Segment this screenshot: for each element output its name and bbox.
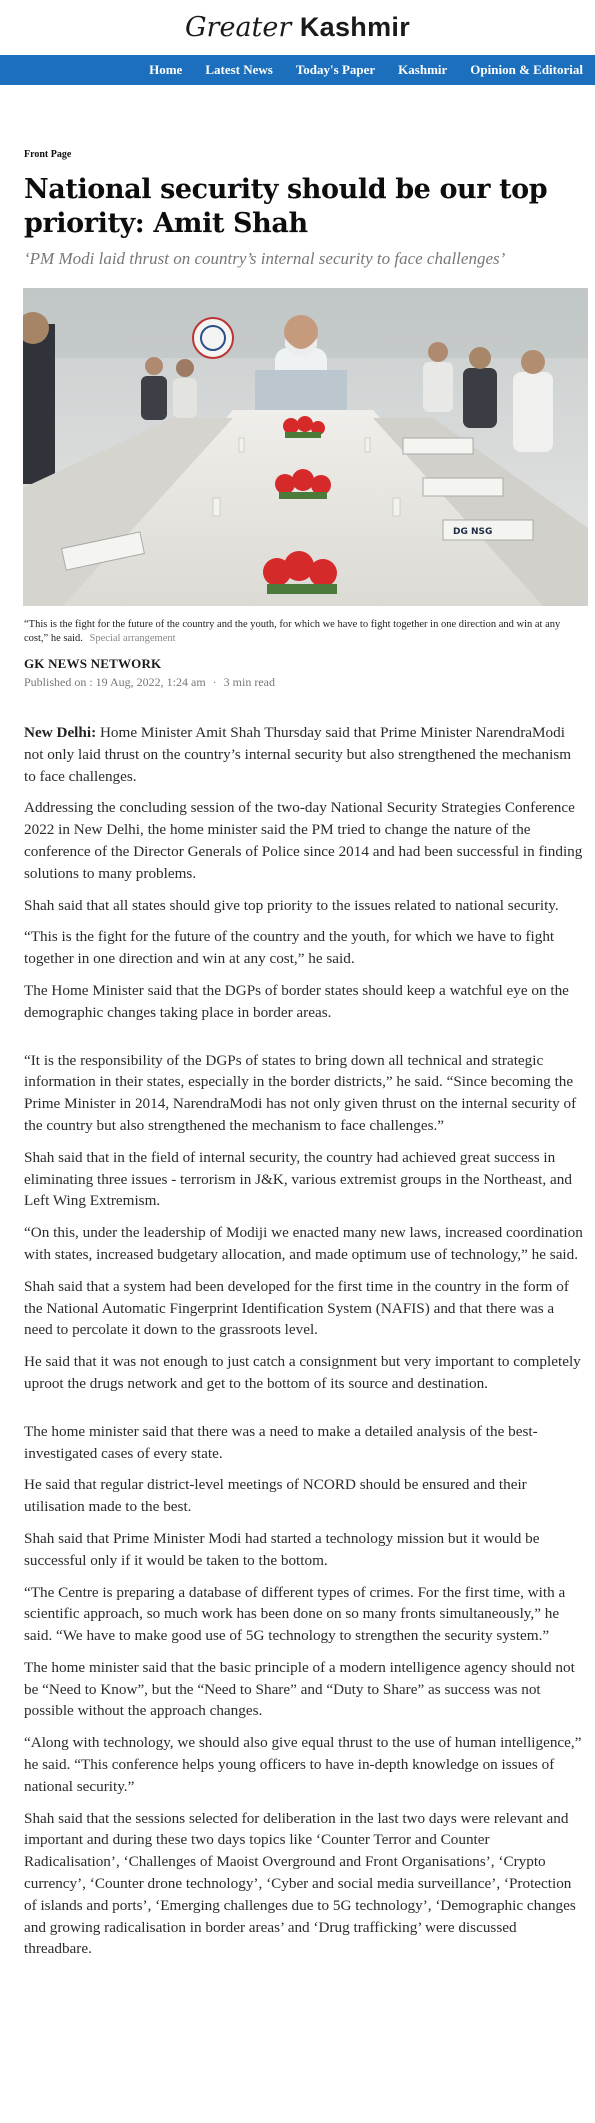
paragraph: The home minister said that there was a need to make a detailed analysis of the best-investigated cases of every state.: [24, 1422, 538, 1462]
logo-text-kashmir: Kashmir: [299, 12, 410, 42]
paragraph: Shah said that a system had been developed for the first time in the country in the form of the National Automatic Fingerprint Identification System (NAFIS) and that there was a need to percolate it down to the grassroots level.: [24, 1277, 569, 1339]
paragraph: The Home Minister said that the DGPs of border states should keep a watchful eye on the demographic changes taking place in border areas.: [24, 981, 569, 1021]
placard-label: DG NSG: [453, 527, 493, 537]
author-name[interactable]: GK NEWS NETWORK: [24, 656, 162, 671]
paragraph: Shah said that the sessions selected for deliberation in the last two days were relevant and important and during these two days topics like ‘Counter Terror and Counter Radicalisation’, ‘Challenges of Maoist Overground and Front Organisations’, ‘Crypto currency’, ‘Counter drone technology’, ‘Cyber and social media surveillance’, ‘Protection of islands and ports’, ‘Emerging challenges due to 5G technology’, ‘Demographic changes and growing radicalisation in border areas’ and ‘Drug trafficking’ were discussed threadbare.: [24, 1809, 576, 1958]
article: [0, 149, 595, 1960]
article-subheadline: ‘PM Modi laid thrust on country’s internal security to face challenges’: [24, 249, 506, 268]
published-label: Published on :: [24, 675, 93, 689]
paragraph: “The Centre is preparing a database of different types of crimes. For the first time, with a scientific approach, so much work has been done on so many fronts simultaneously,” he said. “We have to make good use of 5G technology to strengthen the security system.”: [24, 1583, 566, 1645]
site-header: [0, 0, 595, 55]
paragraph: The home minister said that the basic principle of a modern intelligence agency should not be “Need to Know”, but the “Need to Share” and “Duty to Share” as success was not possible without the approach changes.: [24, 1658, 575, 1720]
paragraph: Shah said that all states should give top priority to the issues related to national security.: [24, 896, 559, 914]
nav-item-opinion-editorial[interactable]: Opinion & Editorial: [470, 62, 583, 77]
article-headline: National security should be our top priority: Amit Shah: [24, 174, 548, 239]
read-time: 3 min read: [223, 675, 275, 689]
lead-text: Home Minister Amit Shah Thursday said that Prime Minister NarendraModi not only laid thrust on the country’s internal security but also strengthened the mechanism to face challenges.: [24, 724, 572, 785]
site-logo[interactable]: [185, 14, 410, 41]
photo-caption: [24, 618, 584, 646]
main-nav: [0, 55, 595, 85]
paragraph-lead: [24, 722, 584, 787]
meta-separator: ·: [212, 675, 217, 689]
caption-text: “This is the fight for the future of the country and the youth, for which we have to fight together in one direction and win at any cost,” he said.: [24, 619, 561, 644]
article-category[interactable]: Front Page: [24, 149, 72, 160]
paragraph: “It is the responsibility of the DGPs of states to bring down all technical and strategic information in their states, especially in the border districts,” he said. “Since becoming the Prime Minister in 2014, NarendraModi has not only given thrust on the internal security of the country but also strengthened the mechanism to face challenges.”: [24, 1051, 577, 1134]
paragraph: He said that regular district-level meetings of NCORD should be ensured and their utilisation made to the best.: [24, 1476, 527, 1516]
dateline: New Delhi:: [24, 724, 97, 741]
article-body: [24, 722, 584, 1960]
nav-item-kashmir[interactable]: Kashmir: [398, 62, 448, 77]
paragraph: Shah said that in the field of internal security, the country had achieved great success in eliminating three issues - terrorism in J&K, various extremist groups in the Northeast, and Left Wing Extremism.: [24, 1148, 572, 1210]
published-date: 19 Aug, 2022, 1:24 am: [95, 675, 206, 689]
meeting-photo: [23, 288, 588, 606]
paragraph: Shah said that Prime Minister Modi had started a technology mission but it would be successful only if it would be taken to the bottom.: [24, 1529, 540, 1569]
paragraph: “On this, under the leadership of Modiji we enacted many new laws, increased coordination with states, increased budgetary allocation, and made optimum use of technology,” he said.: [24, 1224, 583, 1263]
paragraph: “Along with technology, we should also give equal thrust to the use of human intelligence,” he said. “This conference helps young officers to have in-depth knowledge on issues of national security.”: [24, 1734, 582, 1795]
nav-item-todays-paper[interactable]: Today's Paper: [295, 62, 376, 77]
article-meta: [24, 675, 573, 690]
paragraph: Addressing the concluding session of the two-day National Security Strategies Conference 2022 in New Delhi, the home minister said the PM tried to change the nature of the conference of the Director Generals of Police since 2014 and had been successful in finding solutions to many problems.: [24, 799, 583, 882]
paragraph: “This is the fight for the future of the country and the youth, for which we have to fight together in one direction and win at any cost,” he said.: [24, 928, 555, 968]
meeting-photo-illustration: [23, 288, 588, 606]
nav-item-home[interactable]: Home: [149, 62, 183, 77]
photo-credit: Special arrangement: [89, 633, 176, 644]
paragraph: He said that it was not enough to just catch a consignment but very important to completely uproot the drugs network and get to the bottom of its source and destination.: [24, 1353, 581, 1392]
logo-text-greater: Greater: [184, 12, 300, 43]
nav-item-latest-news[interactable]: Latest News: [205, 62, 273, 77]
